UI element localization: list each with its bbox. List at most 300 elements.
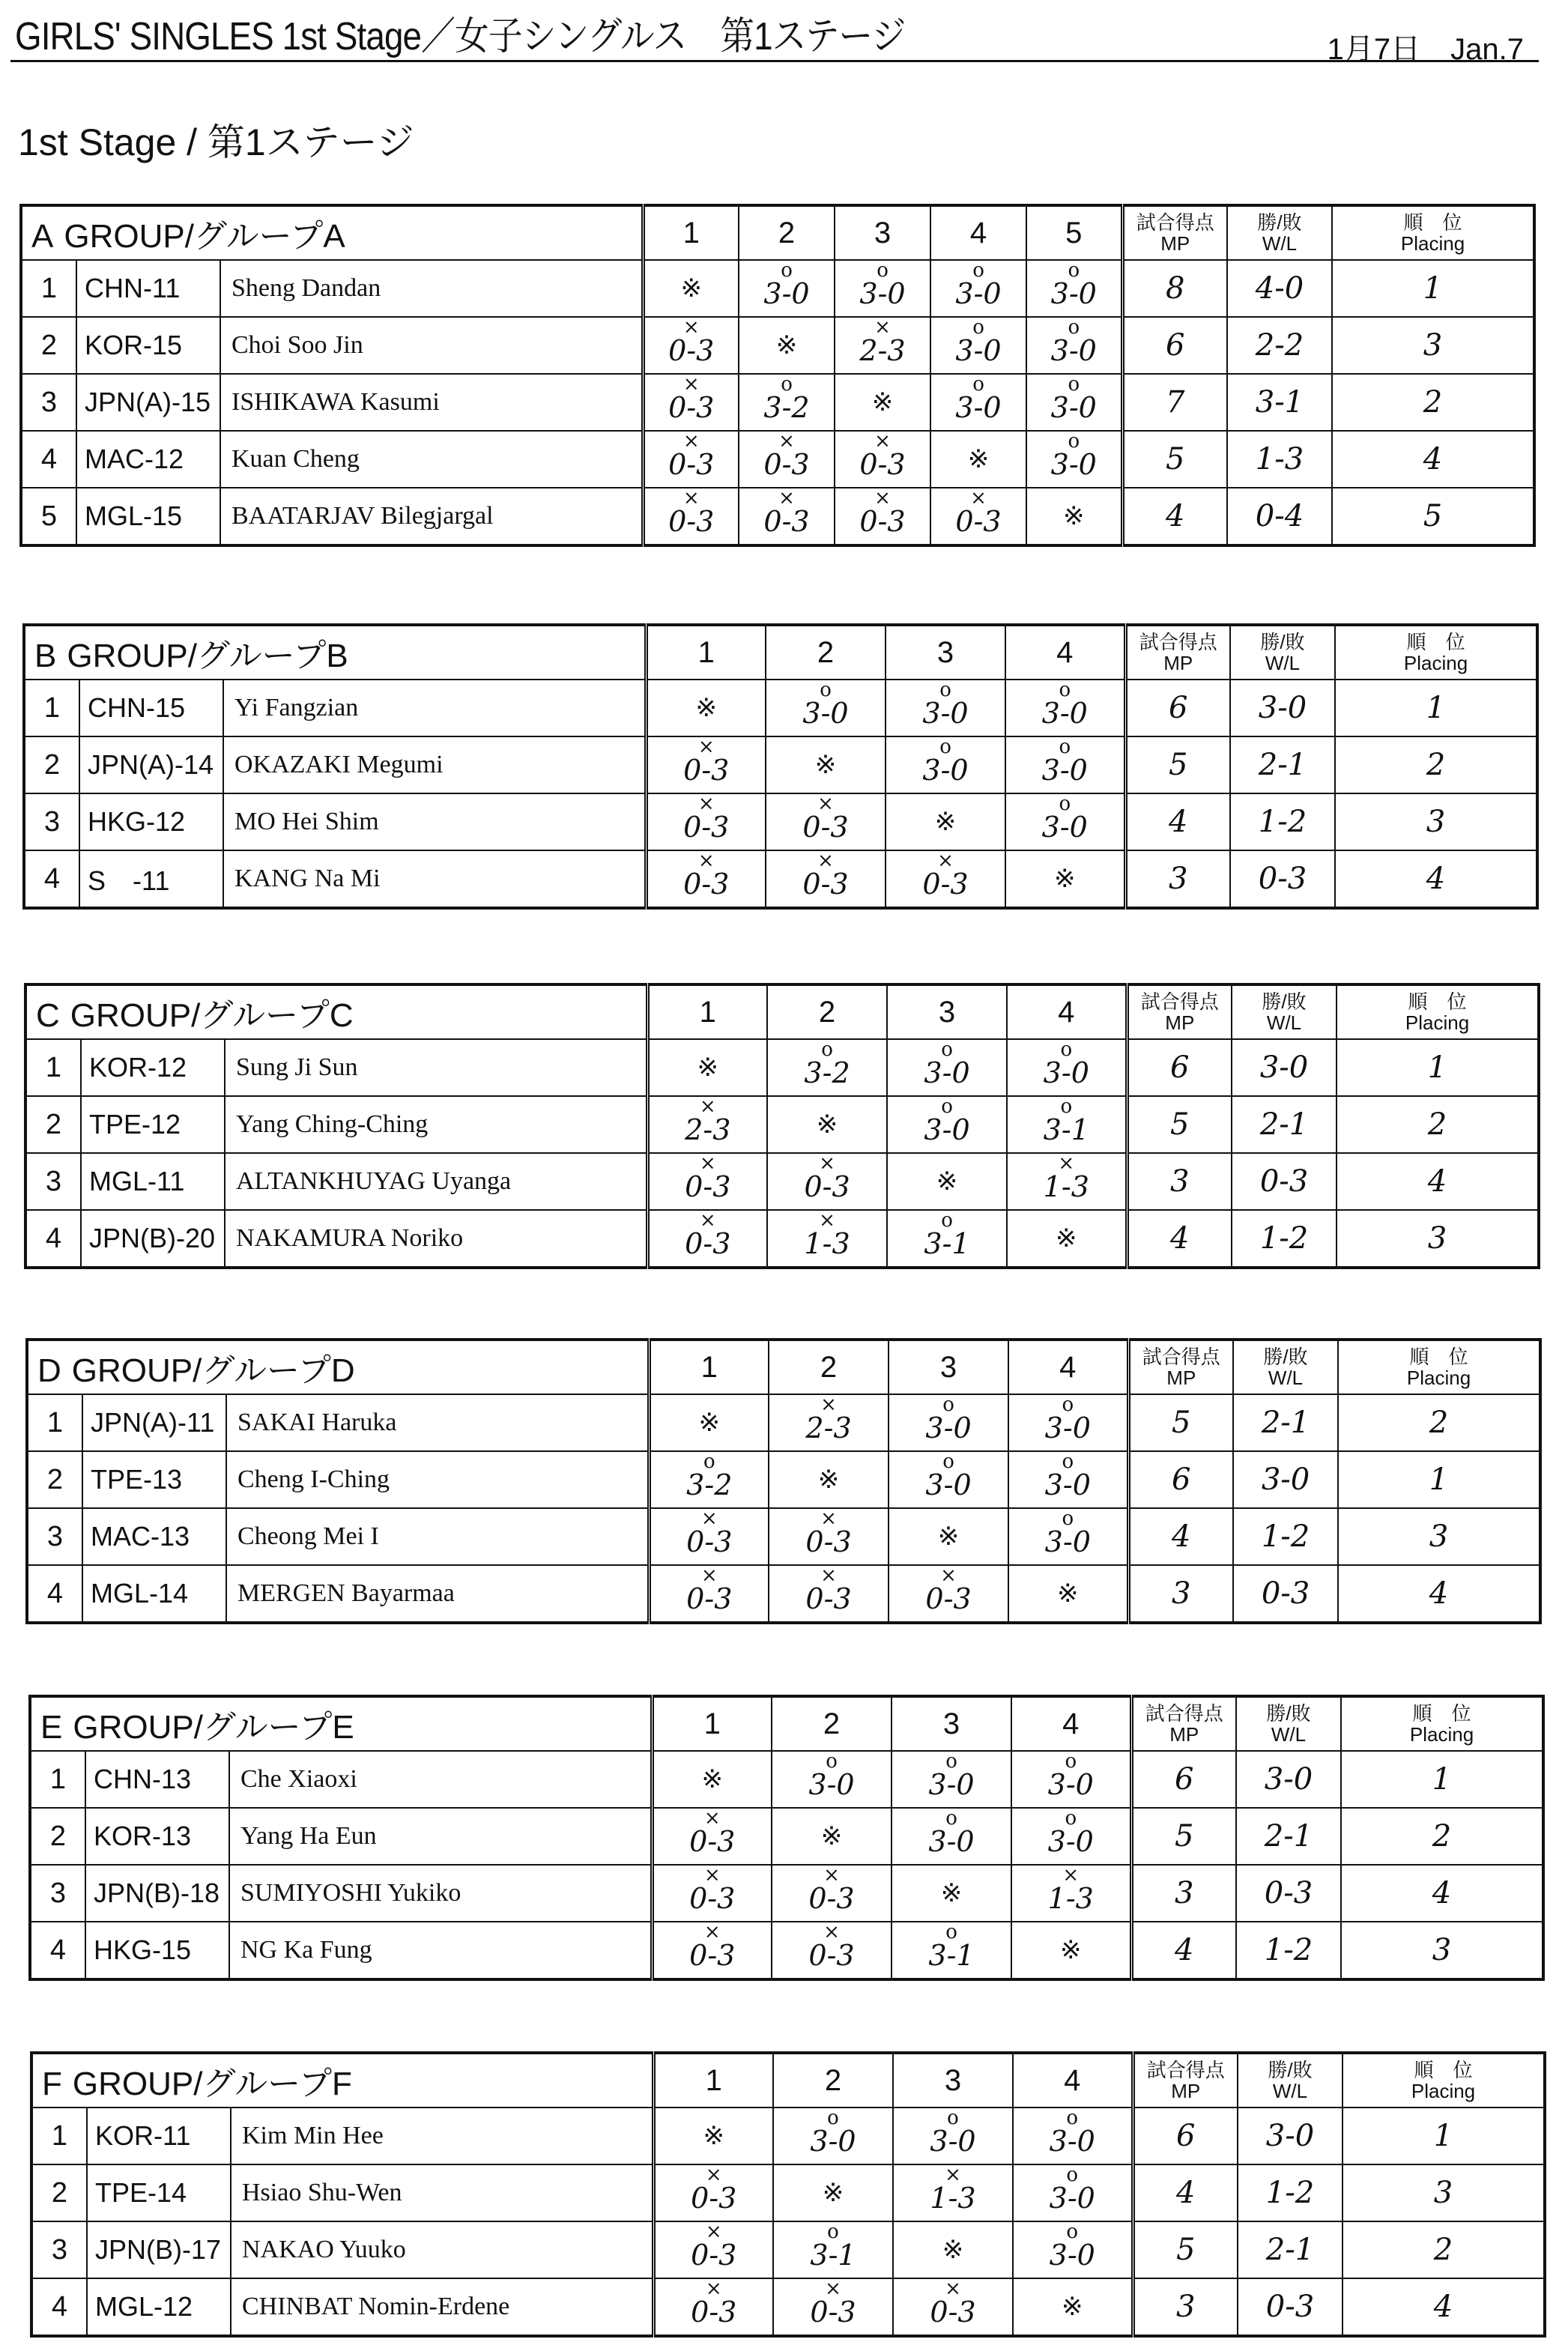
player-code: MGL-14 [82,1565,226,1623]
win-loss: 1-2 [1230,793,1335,850]
result-score: 0-3 [805,1525,852,1558]
placing: 4 [1341,1865,1543,1922]
win-mark-icon [739,376,834,393]
win-mark-icon [889,1453,1008,1470]
loss-mark-icon [886,853,1005,869]
table-row [21,431,1534,488]
result-self-cell: ※ [892,1865,1011,1922]
result-score: 0-3 [683,868,730,901]
placing: 3 [1335,793,1537,850]
placing: 2 [1332,374,1534,431]
table-row [25,1153,1539,1210]
result-cell [646,736,766,793]
match-points: 3 [1133,2278,1238,2336]
win-mark-icon [1012,1753,1130,1770]
result-score: 2-3 [859,334,906,367]
match-points: 5 [1128,1394,1233,1451]
win-loss: 0-3 [1232,1153,1337,1210]
placing: 4 [1338,1565,1540,1623]
mp-header [1131,1696,1236,1751]
result-score: 3-1 [924,1227,970,1260]
match-points: 6 [1127,1039,1232,1096]
match-points: 5 [1122,431,1227,488]
table-row [27,1508,1540,1565]
placing: 1 [1341,1751,1543,1808]
result-score: 0-3 [691,2239,737,2272]
mp-header-en: MP [1163,652,1193,674]
loss-mark-icon [768,1155,886,1172]
column-header-4: 4 [930,205,1026,260]
result-score: 3-0 [1044,1525,1091,1558]
player-code: JPN(A)-14 [79,736,223,793]
result-score: 3-0 [955,391,1002,424]
result-score: 0-3 [668,391,715,424]
loss-mark-icon [645,490,739,506]
result-cell [886,680,1005,736]
result-self-cell: ※ [767,1096,887,1153]
group-a-table [19,204,1536,547]
player-code: TPE-13 [82,1451,226,1508]
result-self-cell: ※ [887,1153,1007,1210]
player-code: KOR-13 [85,1808,229,1865]
match-points: 4 [1131,1922,1236,1979]
win-mark-icon [888,1098,1006,1115]
result-cell [1005,736,1125,793]
player-number: 2 [30,1808,85,1865]
result-self-cell: ※ [773,2164,893,2221]
win-mark-icon [1006,682,1124,698]
group-name: GROUP/グループA [64,218,345,255]
placing: 1 [1335,680,1537,736]
table-row [30,1922,1543,1979]
result-self-cell: ※ [652,1751,772,1808]
result-score: 3-0 [922,697,969,730]
result-self-cell: ※ [1007,1210,1127,1268]
table-row [31,2221,1545,2278]
mp-header-jp: 試合得点 [1139,631,1217,653]
group-name: GROUP/グループC [70,997,354,1034]
result-self-cell: ※ [835,374,930,431]
result-score: 3-0 [1049,2239,1095,2272]
result-cell [1008,1508,1128,1565]
result-cell [1007,1096,1127,1153]
win-loss: 1-3 [1227,431,1332,488]
result-score: 3-0 [955,277,1002,310]
result-cell [1026,431,1122,488]
result-cell [766,793,886,850]
result-self-cell: ※ [1008,1565,1128,1623]
match-points: 4 [1122,488,1227,545]
column-header-3: 3 [887,984,1007,1039]
result-cell [769,1565,889,1623]
wl-header-jp: 勝/敗 [1260,631,1305,653]
result-cell [1026,374,1122,431]
player-code: JPN(B)-20 [81,1210,225,1268]
player-number: 2 [31,2164,87,2221]
result-score: 0-3 [691,2182,737,2215]
win-loss: 0-4 [1227,488,1332,545]
table-row [27,1394,1540,1451]
placing-header-en: Placing [1400,232,1465,255]
placing-header-en: Placing [1405,1011,1470,1034]
win-mark-icon [892,1753,1011,1770]
placing: 3 [1338,1508,1540,1565]
placing-header-jp: 順 位 [1408,990,1467,1013]
result-score: 3-0 [802,697,849,730]
result-self-cell: ※ [766,736,886,793]
loss-mark-icon [931,490,1026,506]
group-letter: E [40,1709,63,1746]
player-number: 2 [27,1451,82,1508]
table-row [31,2108,1545,2164]
result-score: 3-0 [1047,1825,1094,1858]
page-title: GIRLS' SINGLES 1st Stage／女子シングルス 第1ステージ [15,15,906,58]
match-points: 7 [1122,374,1227,431]
win-mark-icon [1006,796,1124,812]
result-cell [892,1808,1011,1865]
match-points: 6 [1133,2108,1238,2164]
placing: 3 [1343,2164,1545,2221]
player-number: 4 [25,1210,81,1268]
placing-header [1343,2053,1545,2108]
win-mark-icon [772,1753,891,1770]
win-mark-icon [892,1924,1011,1940]
result-cell [1007,1039,1127,1096]
result-cell [892,1751,1011,1808]
wl-header-jp: 勝/敗 [1257,211,1302,234]
loss-mark-icon [645,319,739,336]
win-loss: 2-1 [1238,2221,1343,2278]
table-row [21,374,1534,431]
group-d-table [25,1338,1542,1624]
result-score: 0-3 [805,1582,852,1615]
mp-header-en: MP [1166,1367,1196,1389]
win-mark-icon [886,739,1005,755]
player-name: Sheng Dandan [220,260,643,317]
win-mark-icon [1027,433,1121,450]
result-score: 3-0 [928,1825,975,1858]
table-row [27,1565,1540,1623]
wl-header-en: W/L [1272,2080,1308,2102]
player-code: KOR-11 [87,2108,231,2164]
page-header [10,0,1539,66]
match-points: 6 [1125,680,1230,736]
table-row [24,850,1537,908]
table-row [24,793,1537,850]
result-cell [835,260,930,317]
loss-mark-icon [651,1510,769,1527]
player-number: 3 [27,1508,82,1565]
result-cell [892,1922,1011,1979]
loss-mark-icon [766,853,885,869]
result-cell [767,1153,887,1210]
result-score: 0-3 [930,2296,976,2329]
result-score: 3-0 [1043,1056,1089,1089]
player-name: Yang Ching-Ching [225,1096,647,1153]
result-cell [652,1922,772,1979]
table-row [27,1451,1540,1508]
result-cell [766,850,886,908]
player-name: Choi Soo Jin [220,317,643,374]
result-score: 3-0 [955,334,1002,367]
group-title [25,984,647,1039]
win-mark-icon [774,2110,892,2126]
placing-header [1337,984,1539,1039]
result-cell [893,2164,1013,2221]
result-score: 1-3 [804,1227,850,1260]
placing: 4 [1332,431,1534,488]
result-score: 3-0 [924,1113,970,1146]
placing-header [1341,1696,1543,1751]
loss-mark-icon [835,490,930,506]
win-loss: 0-3 [1230,850,1335,908]
result-cell [739,374,835,431]
player-code: JPN(B)-18 [85,1865,229,1922]
player-name: Cheong Mei I [226,1508,649,1565]
player-number: 2 [24,736,79,793]
mp-header-en: MP [1169,1723,1199,1746]
wl-header [1236,1696,1341,1751]
result-cell [1005,793,1125,850]
wl-header-en: W/L [1262,232,1298,255]
result-cell [930,374,1026,431]
win-loss: 1-2 [1232,1210,1337,1268]
wl-header [1227,205,1332,260]
loss-mark-icon [650,1212,767,1229]
win-mark-icon [931,262,1026,279]
match-points: 6 [1122,317,1227,374]
win-loss: 3-1 [1227,374,1332,431]
loss-mark-icon [1012,1867,1130,1883]
group-title [24,625,646,680]
player-number: 4 [24,850,79,908]
result-cell [889,1394,1008,1451]
win-loss: 1-2 [1238,2164,1343,2221]
table-row [24,736,1537,793]
wl-header-jp: 勝/敗 [1262,990,1307,1013]
result-cell [647,1153,767,1210]
result-score: 3-1 [810,2239,856,2272]
loss-mark-icon [654,1924,772,1940]
loss-mark-icon [645,376,739,393]
result-score: 1-3 [1043,1170,1089,1203]
player-number: 1 [21,260,76,317]
result-cell [1011,1751,1131,1808]
loss-mark-icon [835,433,930,450]
result-score: 3-2 [804,1056,850,1089]
result-self-cell: ※ [643,260,739,317]
result-score: 3-0 [1050,277,1097,310]
result-score: 0-3 [685,1170,731,1203]
placing: 1 [1337,1039,1539,1096]
placing: 5 [1332,488,1534,545]
wl-header-jp: 勝/敗 [1266,1702,1311,1725]
result-score: 0-3 [685,1227,731,1260]
wl-header-en: W/L [1271,1723,1307,1746]
player-name: Cheng I-Ching [226,1451,649,1508]
player-name: KANG Na Mi [223,850,646,908]
win-mark-icon [1009,1453,1127,1470]
result-cell [767,1039,887,1096]
loss-mark-icon [769,1397,888,1413]
win-loss: 1-2 [1236,1922,1341,1979]
result-self-cell: ※ [769,1451,889,1508]
wl-header-en: W/L [1266,1011,1302,1034]
win-loss: 0-3 [1238,2278,1343,2336]
column-header-1: 1 [653,2053,773,2108]
table-row [24,680,1537,736]
column-header-2: 2 [769,1340,889,1394]
column-header-3: 3 [835,205,930,260]
match-points: 4 [1125,793,1230,850]
placing: 2 [1341,1808,1543,1865]
result-score: 3-0 [1049,2125,1095,2158]
loss-mark-icon [656,2224,773,2240]
result-score: 3-1 [928,1939,975,1972]
result-score: 0-3 [691,2296,737,2329]
result-cell [649,1565,769,1623]
result-score: 0-3 [668,334,715,367]
mp-header-en: MP [1160,232,1190,255]
player-name: Kuan Cheng [220,431,643,488]
loss-mark-icon [654,1810,772,1827]
loss-mark-icon [650,1098,767,1115]
loss-mark-icon [835,319,930,336]
win-mark-icon [888,1212,1006,1229]
player-name: Yang Ha Eun [229,1808,652,1865]
player-number: 4 [27,1565,82,1623]
group-title [21,205,643,260]
result-score: 0-3 [686,1525,733,1558]
player-code: MAC-13 [82,1508,226,1565]
column-header-1: 1 [646,625,766,680]
result-score: 3-0 [1041,697,1088,730]
group-name: GROUP/グループD [71,1352,355,1389]
win-mark-icon [889,1397,1008,1413]
column-header-4: 4 [1013,2053,1133,2108]
match-points: 4 [1127,1210,1232,1268]
result-cell [1013,2164,1133,2221]
match-points: 6 [1128,1451,1233,1508]
placing-header-jp: 順 位 [1406,631,1465,653]
player-number: 1 [25,1039,81,1096]
player-code: S -11 [79,850,223,908]
result-cell [767,1210,887,1268]
result-self-cell: ※ [1013,2278,1133,2336]
win-loss: 2-1 [1232,1096,1337,1153]
player-code: TPE-14 [87,2164,231,2221]
loss-mark-icon [648,739,766,755]
result-cell [773,2278,893,2336]
result-score: 2-3 [805,1411,852,1444]
result-cell [1013,2108,1133,2164]
win-loss: 3-0 [1232,1039,1337,1096]
loss-mark-icon [769,1567,888,1584]
win-mark-icon [835,262,930,279]
result-score: 3-0 [810,2125,856,2158]
match-points: 4 [1128,1508,1233,1565]
result-cell [646,793,766,850]
result-score: 3-0 [1049,2182,1095,2215]
mp-header-jp: 試合得点 [1142,1346,1220,1368]
wl-header [1233,1340,1338,1394]
player-name: Sung Ji Sun [225,1039,647,1096]
column-header-3: 3 [892,1696,1011,1751]
match-points: 5 [1127,1096,1232,1153]
result-cell [1026,317,1122,374]
stage-heading: 1st Stage / 第1ステージ [18,121,414,163]
result-cell [766,680,886,736]
placing-header-en: Placing [1406,1367,1471,1389]
loss-mark-icon [739,490,834,506]
win-mark-icon [1006,739,1124,755]
mp-header [1125,625,1230,680]
match-points: 4 [1133,2164,1238,2221]
player-number: 1 [31,2108,87,2164]
column-header-3: 3 [889,1340,1008,1394]
loss-mark-icon [889,1567,1008,1584]
result-cell [886,850,1005,908]
column-header-4: 4 [1011,1696,1131,1751]
result-self-cell: ※ [893,2221,1013,2278]
player-name: SUMIYOSHI Yukiko [229,1865,652,1922]
placing-header [1335,625,1537,680]
table-row [25,1096,1539,1153]
group-letter: A [31,218,54,255]
match-points: 3 [1127,1153,1232,1210]
player-name: NAKAMURA Noriko [225,1210,647,1268]
result-score: 0-3 [859,505,906,538]
placing: 1 [1338,1451,1540,1508]
result-score: 0-3 [922,868,969,901]
loss-mark-icon [645,433,739,450]
result-score: 0-3 [808,1939,855,1972]
match-points: 6 [1131,1751,1236,1808]
win-mark-icon [1014,2110,1131,2126]
column-header-1: 1 [649,1340,769,1394]
table-row [21,317,1534,374]
column-header-3: 3 [886,625,1005,680]
loss-mark-icon [739,433,834,450]
result-score: 3-0 [924,1056,970,1089]
result-self-cell: ※ [1005,850,1125,908]
mp-header [1128,1340,1233,1394]
win-loss: 3-0 [1238,2108,1343,2164]
match-points: 5 [1133,2221,1238,2278]
result-score: 3-0 [1041,811,1088,844]
wl-header [1230,625,1335,680]
column-header-4: 4 [1005,625,1125,680]
result-score: 2-3 [685,1113,731,1146]
player-number: 5 [21,488,76,545]
result-cell [930,488,1026,545]
result-score: 3-2 [763,391,810,424]
player-name: Che Xiaoxi [229,1751,652,1808]
page-date: 1月7日 Jan.7 [1327,33,1524,66]
result-cell [739,431,835,488]
result-cell [643,488,739,545]
loss-mark-icon [774,2281,892,2297]
result-cell [643,431,739,488]
result-score: 0-3 [763,505,810,538]
player-name: BAATARJAV Bilegjargal [220,488,643,545]
result-score: 0-3 [802,868,849,901]
result-cell [1026,260,1122,317]
result-score: 3-0 [928,1768,975,1801]
result-self-cell: ※ [649,1394,769,1451]
result-score: 0-3 [802,811,849,844]
result-cell [649,1451,769,1508]
